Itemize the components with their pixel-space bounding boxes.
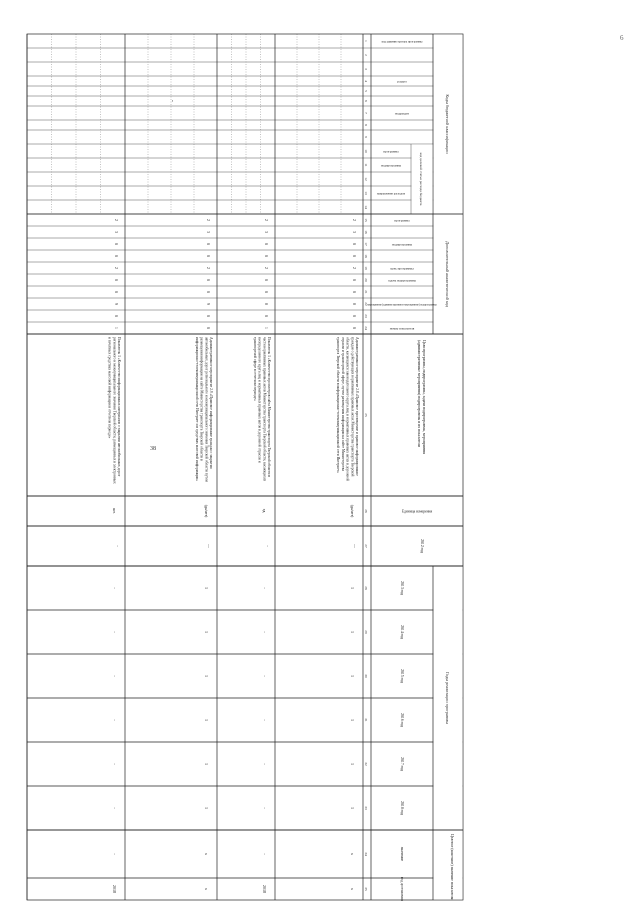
code-digit: 0 [206, 243, 210, 245]
column-number: 13 [363, 191, 368, 195]
code-digit: 2 [114, 219, 118, 221]
val-y2013: - [262, 587, 267, 589]
col-section: раздел [397, 79, 407, 84]
column-number: 32 [363, 762, 368, 766]
code-digit: 0 [114, 243, 118, 245]
target-value: - [262, 853, 267, 855]
code-digit: 0 [352, 255, 356, 257]
column-number: 23 [363, 314, 368, 318]
val-y2017: - [112, 763, 117, 765]
column-number: 1 [363, 40, 368, 42]
col-a-task-subprogram: задача подпрограммы [388, 278, 416, 283]
col-a-subprogram: подпрограмма [391, 242, 413, 247]
column-number: 29 [363, 630, 368, 634]
code-digit: 9 [114, 303, 118, 305]
target-year: х [204, 888, 209, 890]
column-number: 18 [363, 254, 368, 258]
code-digit: 8 [264, 303, 268, 305]
column-number: 17 [363, 242, 368, 246]
code-digit: 3 [206, 231, 210, 233]
val-y2013: - [112, 587, 117, 589]
column-number: 9 [363, 136, 368, 138]
code-digit: 0 [264, 291, 268, 293]
page-number: 38 [150, 446, 156, 452]
code-digit: 2 [114, 267, 118, 269]
column-number: 12 [363, 177, 368, 181]
val-2012: — [207, 544, 212, 548]
code-digit: 1 [114, 327, 118, 329]
row-unit: (да/нет) [350, 504, 354, 518]
col-program-code: код администратора программы [381, 39, 423, 44]
col-year-2013: 2013 год [400, 581, 404, 595]
group-budget-codes: Коды бюджетной классификации [445, 94, 450, 154]
val-y2016: - [262, 719, 267, 721]
row-unit: шт. [112, 508, 116, 514]
code-digit: 0 [114, 255, 118, 257]
code-digit: 2 [264, 267, 268, 269]
col-2012: 2012 год [420, 539, 424, 553]
val-y2015: - [112, 675, 117, 677]
code-digit: 2 [206, 267, 210, 269]
column-number: 5 [363, 90, 368, 92]
column-number: 22 [363, 302, 368, 306]
val-y2014: - [112, 631, 117, 633]
column-number: 20 [363, 278, 368, 282]
column-number: 30 [363, 674, 368, 678]
val-y2016: 1 [350, 719, 355, 721]
row-unit: (да/нет) [204, 504, 208, 518]
col-program: программа [383, 149, 399, 154]
code-digit: 2 [352, 267, 356, 269]
code-digit: 0 [264, 315, 268, 317]
column-number: 33 [363, 806, 368, 810]
val-y2015: 1 [350, 675, 355, 677]
column-number: 26 [363, 509, 368, 513]
table-grid [27, 34, 463, 901]
code-digit: 0 [206, 255, 210, 257]
row-unit: ед. [262, 508, 266, 514]
column-number: 11 [363, 163, 368, 167]
code-digit: 0 [352, 279, 356, 281]
val-y2018: - [112, 807, 117, 809]
column-number: 19 [363, 266, 368, 270]
col-year-2017: 2017 год [400, 757, 404, 771]
column-number: 10 [363, 149, 368, 153]
val-y2013: 1 [350, 587, 355, 589]
stray-mark: • [170, 100, 175, 102]
column-number: 25 [363, 413, 368, 417]
val-y2015: - [262, 675, 267, 677]
col-a-task-program: цель программы [390, 266, 414, 271]
code-digit: 0 [352, 327, 356, 329]
col-name-header: Цели программы, подпрограммы, задачи подпрограммы, мероприятия(административные мероприятия) подпрограммы и их показатели [417, 340, 426, 455]
code-digit: 0 [114, 279, 118, 281]
val-y2017: - [262, 763, 267, 765]
col-unit: Единица измерения [401, 509, 433, 514]
code-digit: 0 [352, 243, 356, 245]
column-number: 14 [363, 205, 368, 209]
group-target-article: код целевой статьи расхода бюджета [419, 152, 423, 206]
column-number: 7 [363, 112, 368, 114]
column-number: 15 [363, 218, 368, 222]
val-y2014: 1 [204, 631, 209, 633]
val-y2013: 1 [204, 587, 209, 589]
code-digit: 0 [206, 327, 210, 329]
row-name: Административное мероприятие 2.8 «Правовое просвещение и правовое информированиеграждан о действующих нормативных правовых актах Министерства транспорта Тверскойобласти, касающихся законодательного круга лиц и нормативных правовых актах в дорожнойотрасли и транспортной сфере, путем размещения информации на сайте Министерстватранспорта Тверской области в информационно-телекоммуникационной сети Интернет» [336, 337, 359, 481]
col-year-2014: 2014 год [400, 625, 404, 639]
target-year: х [350, 888, 355, 890]
col-a-measure: мероприятие (административное мероприятие) подпрограммы [367, 303, 437, 307]
val-y2017: 1 [350, 763, 355, 765]
val-2012: - [265, 545, 270, 547]
row-name: Показатель 1 «Количество информационных материалов о закрытии автомобильных дорогрегионального и межмуниципального значения Тверской области, размещенных в электронныхи печатных средствах массовой информации в отчетном периоде» [107, 337, 121, 484]
col-subprogram: подпрограмма [380, 163, 402, 168]
col-a-indicator: номер показателя [389, 326, 415, 331]
code-digit: 0 [114, 315, 118, 317]
code-digit: 1 [264, 327, 268, 329]
val-y2014: 1 [350, 631, 355, 633]
code-digit: 0 [352, 315, 356, 317]
code-digit: 2 [206, 219, 210, 221]
code-digit: 2 [264, 219, 268, 221]
code-digit: 0 [264, 243, 268, 245]
group-years: Годы реализации программы [445, 672, 450, 724]
code-digit: 0 [352, 291, 356, 293]
col-year-2015: 2015 год [400, 669, 404, 683]
code-digit: 3 [352, 231, 356, 233]
group-target-value: Целевое (конечное) значение показателя [450, 834, 454, 900]
code-digit: 0 [264, 279, 268, 281]
column-number: 34 [363, 852, 368, 856]
val-2012: - [115, 545, 120, 547]
val-y2015: 1 [204, 675, 209, 677]
val-2012: — [353, 544, 358, 548]
code-digit: 0 [264, 255, 268, 257]
col-year-2018: 2018 год [400, 801, 404, 815]
code-digit: 8 [352, 303, 356, 305]
column-number: 21 [363, 290, 368, 294]
column-number: 4 [363, 80, 368, 82]
code-digit: 3 [264, 231, 268, 233]
code-digit: 2 [352, 219, 356, 221]
row-name: Показатель 1 «Количество просмотров сайта Министерства транспорта Тверской области вчасти нормативных правовых актов Министерства транспорта Тверской области, касающихсянеопределенного круга лиц и нормативных правовых актов в дорожной отрасли итранспортной сфере в отчетном периоде» [252, 337, 271, 482]
val-y2018: - [262, 807, 267, 809]
column-number: 16 [363, 230, 368, 234]
col-year-2016: 2016 год [400, 713, 404, 727]
column-number: 2 [363, 54, 368, 56]
code-digit: 0 [206, 291, 210, 293]
val-y2018: 1 [350, 807, 355, 809]
column-number: 31 [363, 718, 368, 722]
code-digit: 9 [206, 303, 210, 305]
code-digit: 0 [206, 279, 210, 281]
col-target-value: значение [400, 846, 404, 862]
col-target-year: год достижения [400, 876, 404, 902]
target-value: - [112, 853, 117, 855]
target-value: х [204, 853, 209, 855]
col-direction: направление расходов [376, 191, 406, 196]
val-y2016: 1 [204, 719, 209, 721]
val-y2016: - [112, 719, 117, 721]
code-digit: 0 [206, 315, 210, 317]
col-subsection: подраздел [394, 111, 410, 116]
val-y2017: 1 [204, 763, 209, 765]
target-year: 2018 [112, 885, 117, 893]
column-number: 3 [363, 68, 368, 70]
code-digit: 3 [114, 231, 118, 233]
column-number: 8 [363, 124, 368, 126]
val-y2018: 1 [204, 807, 209, 809]
val-y2014: - [262, 631, 267, 633]
corner-mark: 6 [620, 34, 624, 42]
col-a-program: программа [394, 218, 410, 223]
group-additional-code: Дополнительный аналитический код [445, 241, 450, 307]
target-year: 2018 [262, 885, 267, 893]
column-number: 6 [363, 100, 368, 102]
column-number: 28 [363, 586, 368, 590]
code-digit: 0 [114, 291, 118, 293]
column-number: 24 [363, 326, 368, 330]
row-name: Административное мероприятие 2.9 «Правовое информирование граждан о закрытииавтомобильных дорог регионального и межмуниципального значения Тверской области путемразмещения информации на сайте Министерства транспорта Тверской области винформационно-телекоммуникационной сети Интернет и в средствах массовой информации» [194, 337, 213, 482]
target-value: х [350, 853, 355, 855]
column-number: 35 [363, 887, 368, 891]
column-number: 27 [363, 544, 368, 548]
